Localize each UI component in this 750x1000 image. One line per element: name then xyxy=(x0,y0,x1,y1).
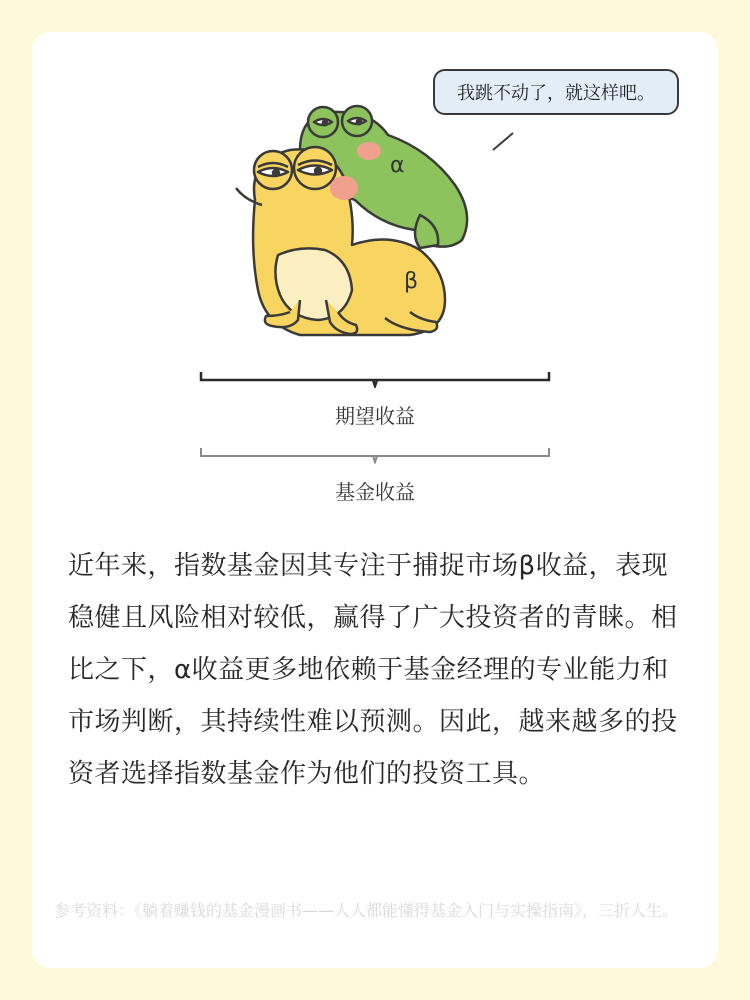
reference-note: 参考资料：《躺着赚钱的基金漫画书——人人都能懂得基金入门与实操指南》，三折人生。 xyxy=(54,901,679,920)
frogs-illustration xyxy=(0,0,750,360)
green-frog-cheek xyxy=(357,142,381,160)
expected-return-brace xyxy=(198,368,552,388)
speech-bubble: 我跳不动了，就这样吧。 xyxy=(433,69,679,115)
speech-pointer xyxy=(493,133,513,150)
yellow-frog-cheek xyxy=(330,176,358,200)
alpha-label: α xyxy=(390,153,405,178)
fund-return-brace xyxy=(198,444,552,464)
expected-return-label: 期望收益 xyxy=(335,404,415,428)
body-paragraph: 近年来，指数基金因其专注于捕捉市场β收益，表现稳健且风险相对较低，赢得了广大投资者的青睐。相比之下，α收益更多地依赖于基金经理的专业能力和市场判断，其持续性难以预测。因此，越来越多的投资者选择指数基金作为他们的投资工具。 xyxy=(68,551,678,789)
beta-label: β xyxy=(404,269,419,294)
fund-return-label: 基金收益 xyxy=(335,480,415,504)
